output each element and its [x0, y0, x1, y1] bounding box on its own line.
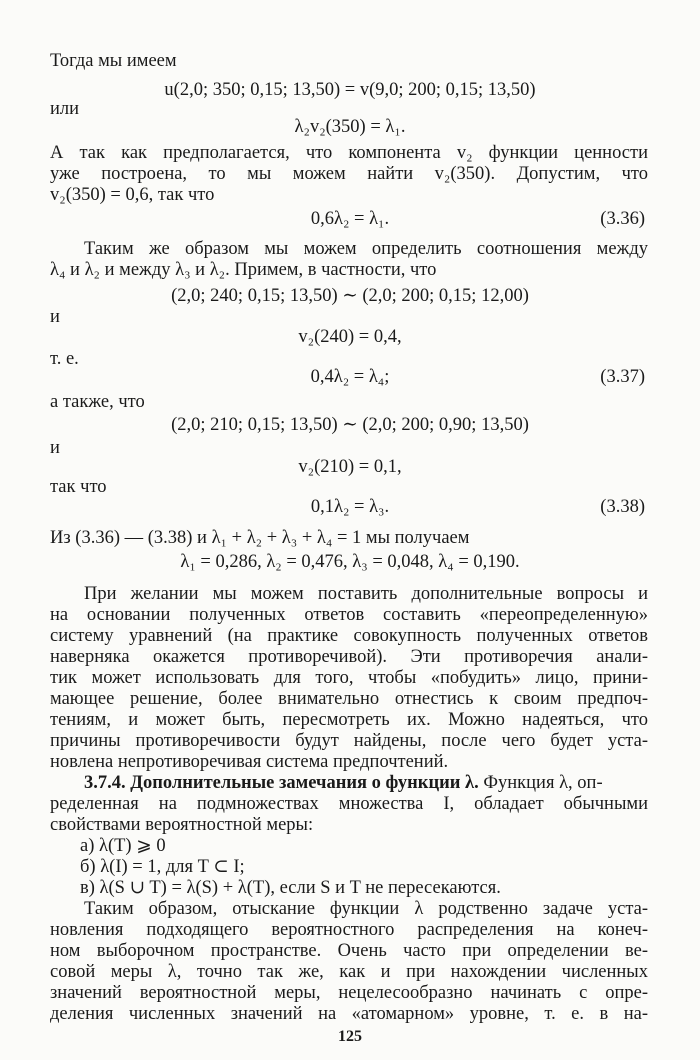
- text-line: λ₄ и λ₂ и между λ₃ и λ₂. Примем, в частности, что: [50, 260, 437, 280]
- section-heading-line: [84, 772, 648, 794]
- equation: v₂(240) = 0,4,: [298, 327, 402, 347]
- equation: 0,4λ₂ = λ₄;: [310, 367, 390, 387]
- text-line: и: [50, 307, 60, 327]
- equation: λ₁ = 0,286, λ₂ = 0,476, λ₃ = 0,048, λ₄ = 0,190.: [180, 552, 520, 572]
- text-line: ном выборочном пространстве. Очень часто при определении ве-: [50, 941, 648, 961]
- text-line: уже построена, то мы можем найти v₂(350). Допустим, что: [50, 164, 648, 184]
- equation: 0,1λ₂ = λ₃.: [310, 497, 390, 517]
- section-heading: 3.7.4. Дополнительные замечания о функции λ.: [84, 773, 479, 793]
- equation: (2,0; 210; 0,15; 13,50) ∼ (2,0; 200; 0,90; 13,50): [171, 415, 529, 435]
- text-line: значений вероятностной меры, нецелесообразно начинать с опре-: [50, 983, 648, 1003]
- text-line: деления численных значений на «атомарном» уровне, т. е. в на-: [50, 1004, 648, 1024]
- text-line: новления подходящего вероятностного распределения на конеч-: [50, 920, 648, 940]
- text-line: ределенная на подмножествах множества I, обладает обычными: [50, 794, 648, 814]
- list-item: в) λ(S ∪ T) = λ(S) + λ(T), если S и T не пересекаются.: [80, 878, 501, 898]
- text-line: тик может использовать для того, чтобы «побудить» лицо, прини-: [50, 668, 648, 688]
- equation: 0,6λ₂ = λ₁.: [310, 209, 390, 229]
- text-line: т. е.: [50, 349, 79, 369]
- text-line: новлена непротиворечивая система предпочтений.: [50, 752, 449, 772]
- equation: (2,0; 240; 0,15; 13,50) ∼ (2,0; 200; 0,15; 12,00): [171, 286, 529, 306]
- text-line: тениям, и может быть, пересмотреть их. Можно надеяться, что: [50, 710, 648, 730]
- text-line: свойствами вероятностной меры:: [50, 815, 314, 835]
- text-line: v₂(350) = 0,6, так что: [50, 185, 215, 205]
- text-line: Таким же образом мы можем определить соотношения между: [84, 239, 648, 259]
- equation: u(2,0; 350; 0,15; 13,50) = v(9,0; 200; 0,15; 13,50): [164, 80, 536, 100]
- text-line: Таким образом, отыскание функции λ родственно задаче уста-: [84, 899, 648, 919]
- equation-number: (3.36): [600, 209, 645, 229]
- text-line: Тогда мы имеем: [50, 51, 177, 71]
- text-line: и: [50, 438, 60, 458]
- text-line: систему уравнений (на практике совокупность полученных ответов: [50, 626, 648, 646]
- text-line: причины противоречивости будут найдены, после чего будет уста-: [50, 731, 648, 751]
- text-line: так что: [50, 477, 107, 497]
- text-line: мающее решение, более внимательно отнестись к своим предпоч-: [50, 689, 648, 709]
- equation: λ₂v₂(350) = λ₁.: [294, 117, 406, 137]
- list-item: б) λ(I) = 1, для T ⊂ I;: [80, 857, 245, 877]
- text-line: При желании мы можем поставить дополнительные вопросы и: [84, 584, 648, 604]
- text-line: А так как предполагается, что компонента v₂ функции ценности: [50, 143, 648, 163]
- list-item: а) λ(T) ⩾ 0: [80, 836, 166, 856]
- text-line: или: [50, 99, 80, 119]
- text-line: наверняка окажется противоречивой). Эти противоречия анали-: [50, 647, 648, 667]
- text-span: Функция λ, оп-: [478, 773, 603, 793]
- text-line: совой меры λ, точно так же, как и при нахождении численных: [50, 962, 648, 982]
- text-line: на основании полученных ответов составить «переопределенную»: [50, 605, 648, 625]
- text-line: а также, что: [50, 392, 145, 412]
- equation-number: (3.37): [600, 367, 645, 387]
- equation-number: (3.38): [600, 497, 645, 517]
- text-line: Из (3.36) — (3.38) и λ₁ + λ₂ + λ₃ + λ₄ = 1 мы получаем: [50, 528, 470, 548]
- equation: v₂(210) = 0,1,: [298, 457, 402, 477]
- page-number: 125: [338, 1028, 362, 1045]
